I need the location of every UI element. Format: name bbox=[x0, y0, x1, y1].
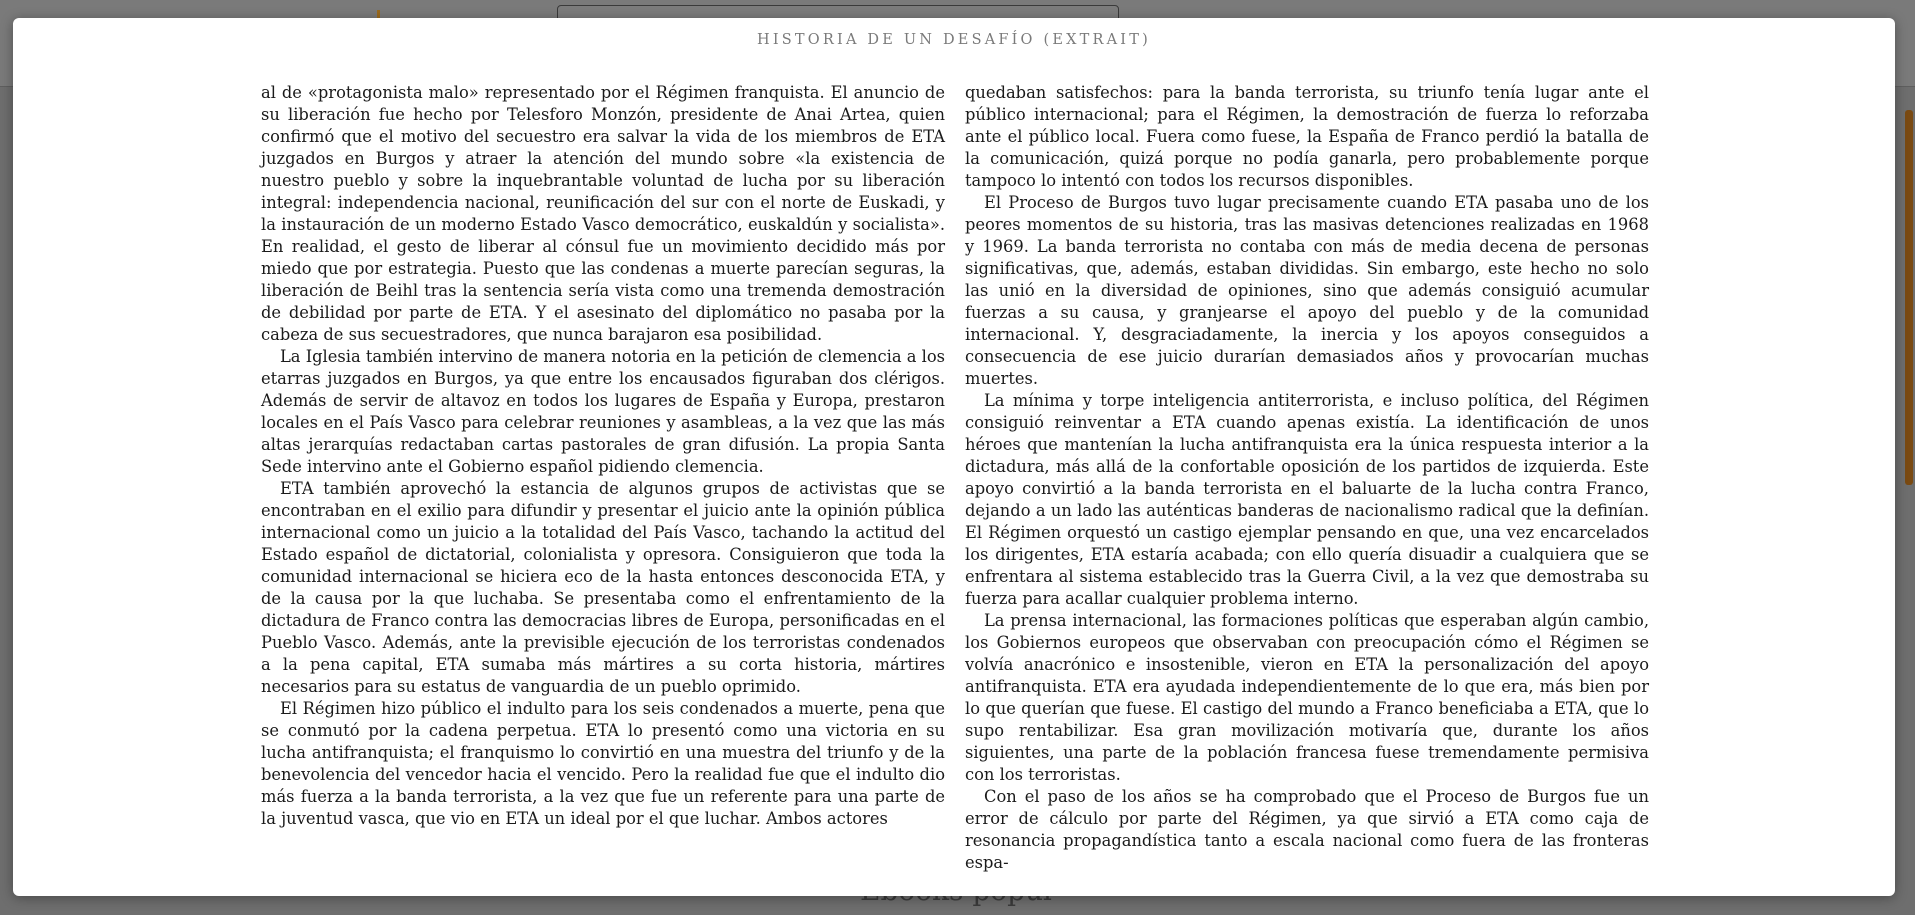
paragraph: El Proceso de Burgos tuvo lugar precisamente cuando ETA pasaba uno de los peores momentos de su historia, tras las masivas detenciones realizadas en 1968 y 1969. La banda terrorista no contaba con más de media decena de personas significativas, que, además, estaban divididas. Sin embargo, este hecho no solo las unió en la diversidad de opiniones, sino que además consiguió acumular fuerzas a su causa, y granjearse el apoyo del pueblo y de la comunidad internacional. Y, desgraciadamente, la inercia y los apoyos conseguidos a consecuencia de ese juicio durarían demasiados años y provocarían muchas muertes. bbox=[965, 193, 1649, 388]
paragraph: La prensa internacional, las formaciones políticas que esperaban algún cambio, los Gobiernos europeos que observaban con preocupación cómo el Régimen se volvía anacrónico e insostenible, vieron en ETA la personalización del apoyo antifranquista. ETA era ayudada independientemente de lo que era, más bien por lo que querían que fuese. El castigo del mundo a Franco beneficiaba a ETA, que lo supo rentabilizar. Esa gran movilización motivaría que, durante los años siguientes, una parte de la población francesa fuese tremendamente permisiva con los terroristas. bbox=[965, 611, 1649, 784]
paragraph: quedaban satisfechos: para la banda terrorista, su triunfo tenía lugar ante el público internacional; para el Régimen, la demostración de fuerza lo reforzaba ante el público local. Fuera como fuese, la España de Franco perdió la batalla de la comunicación, quizá porque no podía ganarla, pero probablemente porque tampoco lo intentó con todos los recursos disponibles. bbox=[965, 83, 1649, 190]
text-column-left bbox=[261, 82, 945, 830]
paragraph: El Régimen hizo público el indulto para los seis condenados a muerte, pena que se conmutó por la cadena perpetua. ETA lo presentó como una victoria en su lucha antifranquista; el franquismo lo convirtió en una muestra del triunfo y de la benevolencia del vencedor hacia el vencido. Pero la realidad fue que el indulto dio más fuerza a la banda terrorista, a la vez que fue un referente para una parte de la juventud vasca, que vio en ETA un ideal por el que luchar. Ambos actores bbox=[261, 699, 945, 828]
background-scrollbar-thumb[interactable] bbox=[1905, 110, 1913, 485]
paragraph: La mínima y torpe inteligencia antiterrorista, e incluso política, del Régimen consiguió reinventar a ETA cuando apenas existía. La identificación de unos héroes que mantenían la lucha antifranquista era la única respuesta interior a la dictadura, más allá de la confortable oposición de los partidos de izquierda. Este apoyo convirtió a la banda terrorista en el baluarte de la lucha contra Franco, dejando a un lado las auténticas banderas de nacionalismo radical que la definían. El Régimen orquestó un castigo ejemplar pensando en que, una vez encarcelados los dirigentes, ETA estaría acabada; con ello quería disuadir a cualquiera que se enfrentara al sistema establecido tras la Guerra Civil, a la vez que demostraba su fuerza para acallar cualquier problema interno. bbox=[965, 391, 1649, 608]
paragraph: ETA también aprovechó la estancia de algunos grupos de activistas que se encontraban en el exilio para difundir y presentar el juicio ante la opinión pública internacional como un juicio a la totalidad del País Vasco, tachando la actitud del Estado español de dictatorial, colonialista y opresora. Consiguieron que toda la comunidad internacional se hiciera eco de la hasta entonces desconocida ETA, y de la causa por la que luchaba. Se presentaba como el enfrentamiento de la dictadura de Franco contra las democracias libres de Europa, personificadas en el Pueblo Vasco. Además, ante la previsible ejecución de los terroristas condenados a la pena capital, ETA sumaba más mártires a su corta historia, mártires necesarios para su estatus de vanguardia de un pueblo oprimido. bbox=[261, 479, 945, 696]
paragraph: al de «protagonista malo» representado por el Régimen franquista. El anuncio de su liberación fue hecho por Telesforo Monzón, presidente de Anai Artea, quien confirmó que el motivo del secuestro era salvar la vida de los miembros de ETA juzgados en Burgos y atraer la atención del mundo sobre «la existencia de nuestro pueblo y sobre la inquebrantable voluntad de lucha por su liberación integral: independencia nacional, reunificación del sur con el norte de Euskadi, y la instauración de un moderno Estado Vasco democrático, euskaldún y socialista». En realidad, el gesto de liberar al cónsul fue un movimiento decidido más por miedo que por estrategia. Puesto que las condenas a muerte parecían seguras, la liberación de Beihl tras la sentencia sería vista como una tremenda demostración de debilidad por parte de ETA. Y el asesinato del diplomático no pasaba por la cabeza de sus secuestradores, que nunca barajaron esa posibilidad. bbox=[261, 83, 945, 344]
paragraph: La Iglesia también intervino de manera notoria en la petición de clemencia a los etarras juzgados en Burgos, ya que entre los encausados figuraban dos clérigos. Además de servir de altavoz en todos los lugares de España y Europa, prestaron locales en el País Vasco para celebrar reuniones y asambleas, a la vez que las más altas jerarquías redactaban cartas pastorales de gran difusión. La propia Santa Sede intervino ante el Gobierno español pidiendo clemencia. bbox=[261, 347, 945, 476]
paragraph: Con el paso de los años se ha comprobado que el Proceso de Burgos fue un error de cálculo por parte del Régimen, ya que sirvió a ETA como caja de resonancia propagandística tanto a escala nacional como fuera de las fronteras espa- bbox=[965, 787, 1649, 872]
text-column-right bbox=[965, 82, 1649, 874]
reader-title: HISTORIA DE UN DESAFÍO (EXTRAIT) bbox=[757, 32, 1151, 48]
reader-modal bbox=[13, 18, 1895, 896]
